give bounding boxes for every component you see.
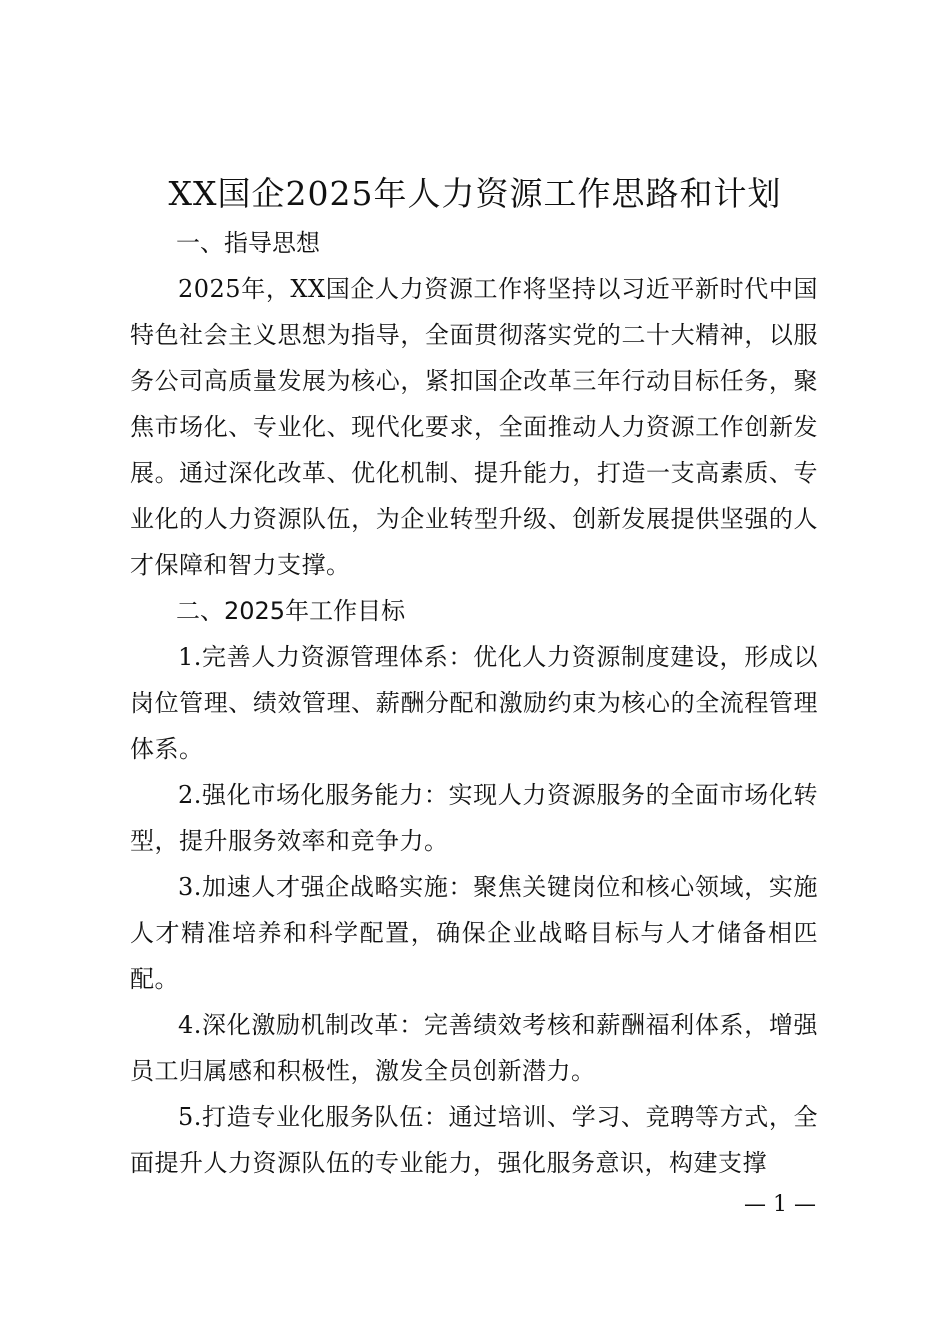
- goal-item-1: 1.完善人力资源管理体系：优化人力资源制度建设，形成以岗位管理、绩效管理、薪酬分配和激励约束为核心的全流程管理体系。: [130, 643, 818, 763]
- goal-item-2: 2.强化市场化服务能力：实现人力资源服务的全面市场化转型，提升服务效率和竞争力。: [130, 781, 818, 855]
- section-heading-guiding-ideology: 一、指导思想: [176, 229, 320, 257]
- goal-item-3: 3.加速人才强企战略实施：聚焦关键岗位和核心领域，实施人才精准培养和科学配置，确保企业战略目标与人才储备相匹配。: [130, 873, 818, 993]
- paragraph-guiding-ideology: 2025年，XX国企人力资源工作将坚持以习近平新时代中国特色社会主义思想为指导，全面贯彻落实党的二十大精神，以服务公司高质量发展为核心，紧扣国企改革三年行动目标任务，聚焦市场化、专业化、现代化要求，全面推动人力资源工作创新发展。通过深化改革、优化机制、提升能力，打造一支高素质、专业化的人力资源队伍，为企业转型升级、创新发展提供坚强的人才保障和智力支撑。: [130, 275, 818, 579]
- goal-item-4: 4.深化激励机制改革：完善绩效考核和薪酬福利体系，增强员工归属感和积极性，激发全员创新潜力。: [130, 1011, 818, 1085]
- document-title: XX国企2025年人力资源工作思路和计划: [168, 174, 782, 213]
- goal-item-5: 5.打造专业化服务队伍：通过培训、学习、竞聘等方式，全面提升人力资源队伍的专业能力，强化服务意识，构建支撑: [130, 1103, 818, 1177]
- section-heading-work-goals: 二、2025年工作目标: [176, 597, 406, 625]
- page-number: — 1 —: [744, 1192, 816, 1217]
